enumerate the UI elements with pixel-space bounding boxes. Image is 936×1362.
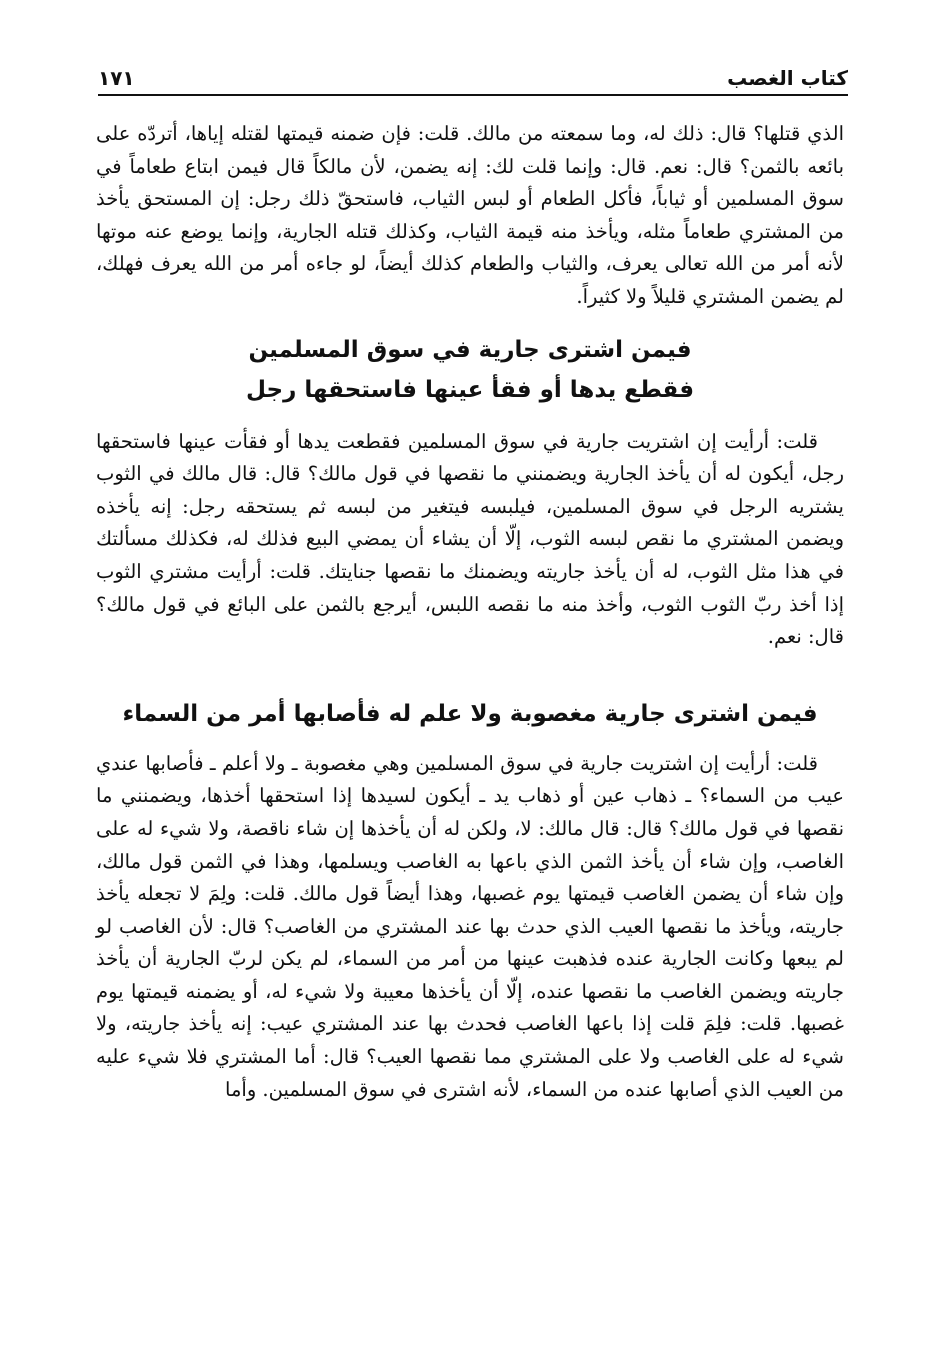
- paragraph-stolen-slave: قلت: أرأيت إن اشتريت جارية في سوق المسلمين وهي مغصوبة ـ ولا أعلم ـ فأصابها عندي عيب من السماء؟ ـ ذهاب عين أو ذهاب يد ـ أيكون لسيدها إذا استحقها أخذها، ويضمنني ما نقصها في قول مالك؟ قال: قال مالك: لا، ولكن له أن يأخذها إن شاء ناقصة، ولا شيء له على الغاصب، وإن شاء أن يأخذ الثمن الذي باعها به الغاصب ويسلمها، وهذا في الثمن قول مالك، وإن شاء أن يضمن الغاصب قيمتها يوم غصبها، وهذا أيضاً قول مالك. قلت: ولِمَ لا تجعله يأخذ جاريته، ويأخذ ما نقصها العيب الذي حدث بها عند المشتري من الغاصب؟ قال: لأن الغاصب لو لم يبعها وكانت الجارية عنده فذهبت عينها من أمر من السماء، لم يكن لربّ الجارية أن يأخذ جاريته ويضمن الغاصب ما نقصها عنده، إلّا أن يأخذها معيبة ولا شيء له، أو يضمنه قيمتها يوم غصبها. قلت: فلِمَ قلت إذا باعها الغاصب فحدث بها عند المشتري عيب: إنه يأخذ جاريته، ولا شيء له على الغاصب ولا على المشتري مما نقصها العيب؟ قال: أما المشتري فلا شيء عليه من العيب الذي أصابها عنده من السماء، لأنه اشترى في سوق المسلمين. وأما: [96, 751, 844, 1101]
- book-title: كتاب الغصب: [727, 66, 848, 90]
- paragraph-continuation: الذي قتلها؟ قال: ذلك له، وما سمعته من مالك. قلت: فإن ضمنه قيمتها لقتله إياها، أتردّه على بائعه بالثمن؟ قال: نعم. قال: وإنما قلت لك: إنه يضمن، لأن مالكاً قال فيمن ابتاع طعاماً في سوق المسلمين أو ثياباً، فأكل الطعام أو لبس الثياب، فاستحقّ ذلك رجل: إن المستحق يأخذ من المشتري طعاماً مثله، ويأخذ منه قيمة الثياب، وكذلك قتله الجارية، وإنما يوضع عنه موتها لأنه أمر من الله تعالى يعرف، والثياب والطعام كذلك أيضاً، لو جاءه أمر من الله يعرف فهلك، لم يضمن المشتري قليلاً ولا كثيراً.: [96, 122, 844, 308]
- page-number: ١٧١: [98, 66, 135, 90]
- paragraph-cut-hand: قلت: أرأيت إن اشتريت جارية في سوق المسلمين فقطعت يدها أو فقأت عينها فاستحقها رجل، أيكون له أن يأخذ الجارية ويضمنني ما نقصها في قول مالك؟ قال: قال مالك في الثوب يشتريه الرجل في سوق المسلمين، فيلبسه فيتغير من لبسه ثم يستحقه رجل: إنه يأخذه ويضمن المشتري ما نقص لبسه الثوب، إلّا أن يشاء أن يمضي البيع فذلك له، فكذلك مسألتك في هذا مثل الثوب، له أن يأخذ جاريته ويضمنك ما نقصها جنايتك. قلت: أرأيت مشتري الثوب إذا أخذ ربّ الثوب الثوب، وأخذ منه ما نقصه اللبس، أيرجع بالثمن على البائع في قول مالك؟ قال: نعم.: [96, 429, 844, 649]
- section-heading-cut-hand: فيمن اشترى جارية في سوق المسلمين فقطع يدها أو فقأ عينها فاستحقها رجل: [245, 336, 695, 403]
- section-heading-stolen-slave: فيمن اشترى جارية مغصوبة ولا علم له فأصابها أمر من السماء: [122, 700, 818, 727]
- page-header: [98, 58, 848, 96]
- page-body: [96, 118, 844, 1106]
